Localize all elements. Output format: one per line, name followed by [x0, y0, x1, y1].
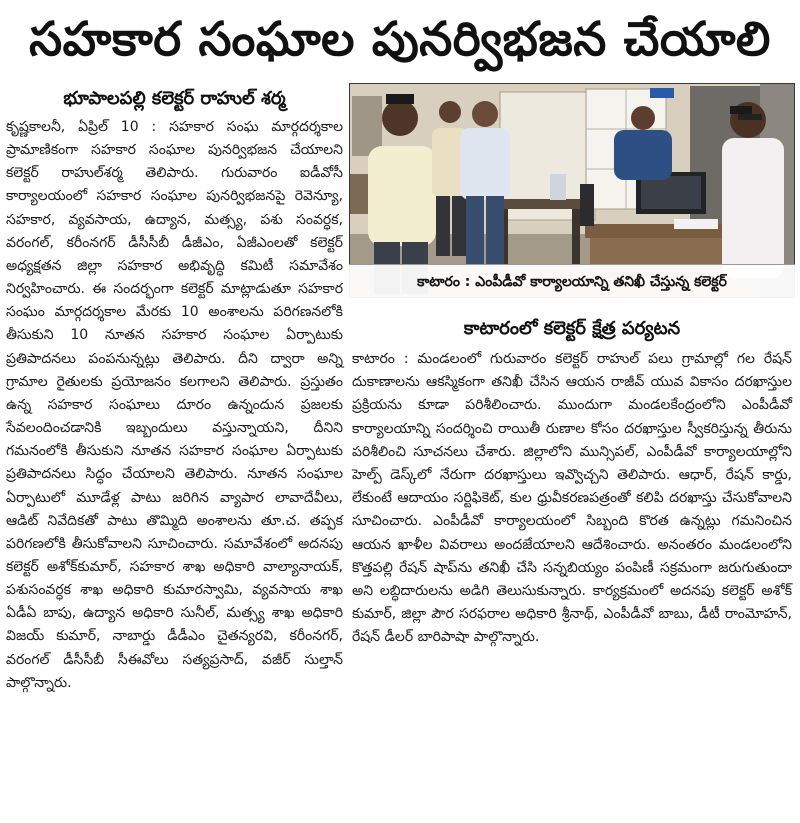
headline: సహకార సంఘాల పునర్విభజన చేయాలి	[29, 12, 771, 67]
left-subhead: భూపాలపల్లి కలెక్టర్ రాహుల్ శర్మ	[63, 88, 286, 109]
left-column	[6, 84, 343, 695]
right-column	[352, 314, 792, 650]
photo-caption: కాటారం : ఎంపీడీవో కార్యాలయాన్ని తనిఖీ చేస్తున్న కలెక్టర్	[349, 264, 795, 299]
right-paragraph: కాటారం : మండలంలో గురువారం కలెక్టర్ రాహుల్ పలు గ్రామాల్లో గల రేషన్ దుకాణాలను ఆకస్మికంగా తనిఖీ చేసిన ఆయన రాజీవ్ యువ వికాసం దరఖాస్తుల ప్రక్రియను కూడా పరిశీలించారు. ముందుగా మండలకేంద్రంలోని ఎంపీడీవో కార్యాలయాన్ని సందర్శించి రాయితీ రుణాల కోసం దరఖాస్తుల స్వీకరిస్తున్న తీరును పరిశీలించి సూచనలు చేశారు. జిల్లాలోని మున్సిపల్, ఎంపీడీవో కార్యాలయాల్లోని హెల్ప్ డెస్క్‌లో నేరుగా దరఖాస్తులు ఇవ్వొచ్చని తెలిపారు. ఆధార్, రేషన్ కార్డు, లేకుంటే ఆదాయం సర్టిఫికెట్, కుల ధ్రువీకరణపత్రంతో కలిపి దరఖాస్తు చేసుకోవాలని సూచించారు. ఎంపీడీవో కార్యాలయంలో సిబ్బంది కొరత ఉన్నట్లు గమనించిన ఆయన ఖాళీల వివరాలు అందజేయాలని ఆదేశించారు. అనంతరం మండలంలోని కొత్తపల్లి రేషన్ షాప్‌ను తనిఖీ చేసి సన్నబియ్యం పంపిణీ సక్రమంగా జరుగుతుందా అని లబ్ధిదారులను అడిగి తెలుసుకున్నారు. కార్యక్రమంలో అదనపు కలెక్టర్ అశోక్ కుమార్, జిల్లా పౌర సరఫరాల అధికారి శ్రీనాథ్, ఎంపీడీవో బాబు, డీటీ రాంమోహన్, రేషన్ డీలర్ బారిపాషా పాల్గొన్నారు.	[352, 351, 792, 646]
left-paragraph: కృష్ణకాలనీ, ఏప్రిల్ 10 : సహకార సంఘ మార్గదర్శకాల ప్రామాణికంగా సహకార సంఘాల పునర్విభజన చేయాలని కలెక్టర్ రాహుల్‌శర్మ తెలిపారు. గురువారం ఐడీవోసీ కార్యాలయంలో సహకార సంఘాల పునర్విభజనపై రెవెన్యూ, సహకార, వ్యవసాయ, ఉద్యాన, మత్స్య, పశు సంవర్ధక, వరంగల్, కరీంనగర్ డీసీసీబీ డీజీఎం, ఏజీఎంలతో కలెక్టర్ అధ్యక్షతన జిల్లా సహకార అభివృద్ధి కమిటీ సమావేశం నిర్వహించారు. ఈ సందర్భంగా కలెక్టర్ మాట్లాడుతూ సహకార సంఘం మార్గదర్శకాల మేరకు 10 అంశాలను పరిగణనలోకి తీసుకుని 10 నూతన సహకార సంఘాల ఏర్పాటుకు ప్రతిపాదనలు పంపనున్నట్లు తెలిపారు. దీని ద్వారా అన్ని గ్రామాల రైతులకు ప్రయోజనం కలగాలని తెలిపారు. ప్రస్తుతం ఉన్న సహకార సంఘాలు దూరం ఉన్నందున ప్రజలకు సేవలందించడానికి ఇబ్బందులు వస్తున్నాయని, దీనిని గమనంలోకి తీసుకుని నూతన సహకార సంఘాల ఏర్పాటుకు ప్రతిపాదనలు సిద్ధం చేయాలని తెలిపారు. నూతన సంఘాల ఏర్పాటులో మూడేళ్ల పాటు జరిగిన వ్యాపార లావాదేవీలు, ఆడిట్ నివేదికతో పాటు తొమ్మిది అంశాలను తూ.చ. తప్పక పరిగణలోకి తీసుకోవాలని సూచించారు. సమావేశంలో అదనపు కలెక్టర్ అశోక్‌కుమార్, సహకార శాఖ అధికారి వాల్యానాయక్, పశుసంవర్ధక శాఖ అధికారి కుమారస్వామి, వ్యవసాయ శాఖ ఏడీఏ బాపు, ఉద్యాన అధికారి సునీల్, మత్స్య శాఖ అధికారి విజయ్ కుమార్, నాబార్డు డీడీఎం చైతన్యరవి, కరీంనగర్, వరంగల్ డీసీసీబీ సీఈవోలు సత్యప్రసాద్, వజీర్ సుల్తాన్ పాల్గొన్నారు.	[6, 119, 343, 691]
right-subhead: కాటారంలో కలెక్టర్ క్షేత్ర పర్యటన	[463, 318, 681, 339]
